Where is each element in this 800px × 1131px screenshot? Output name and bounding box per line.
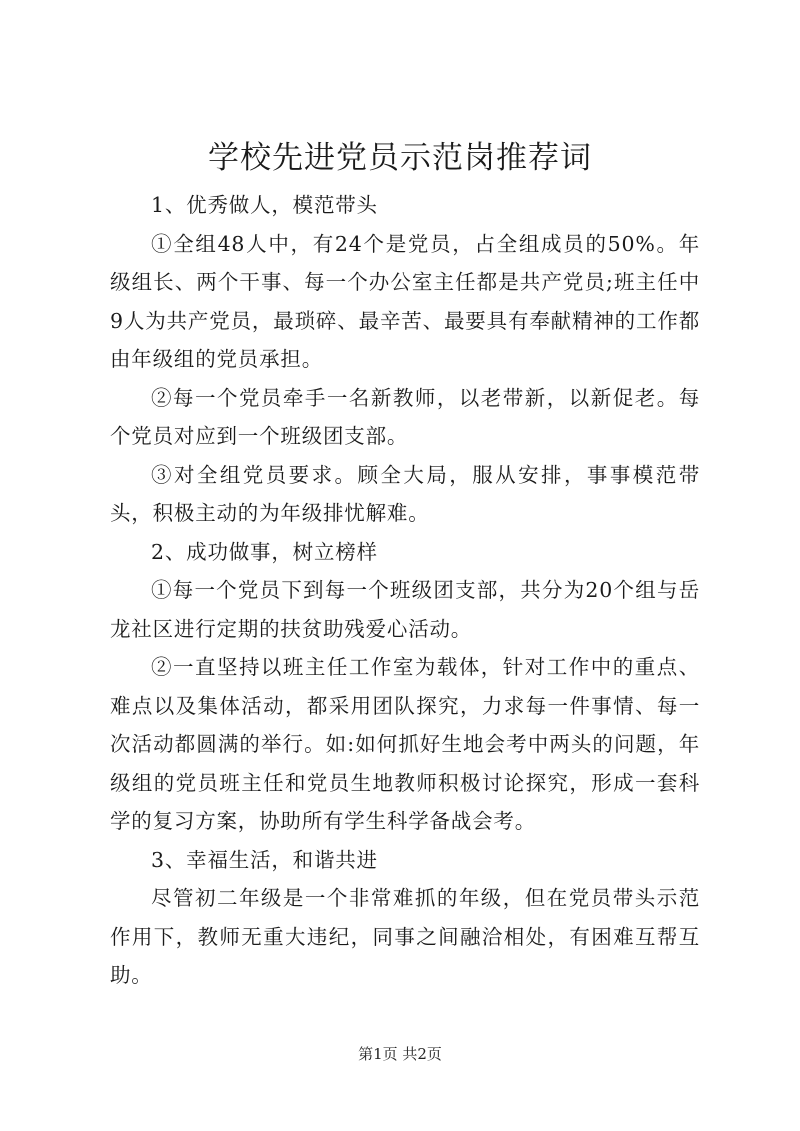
paragraph: ②一直坚持以班主任工作室为载体，针对工作中的重点、难点以及集体活动，都采用团队探究，力求每一件事情、每一次活动都圆满的举行。如:如何抓好生地会考中两头的问题，年级组的党员班主任和党员生地教师积极讨论探究，形成一套科学的复习方案，协助所有学生科学备战会考。 (110, 655, 700, 833)
paragraph: ①全组48人中，有24个是党员，占全组成员的50%。年级组长、两个干事、每一个办公室主任都是共产党员;班主任中9人为共产党员，最琐碎、最辛苦、最要具有奉献精神的工作都由年级组的党员承担。 (110, 231, 700, 371)
document-body (110, 186, 700, 995)
document-title: 学校先进党员示范岗推荐词 (208, 140, 592, 176)
section-heading-1: 1、优秀做人，模范带头 (151, 193, 378, 217)
section-heading-3: 3、幸福生活，和谐共进 (151, 847, 378, 872)
paragraph: ②每一个党员牵手一名新教师，以老带新，以新促老。每个党员对应到一个班级团支部。 (110, 385, 700, 448)
section-heading-2: 2、成功做事，树立榜样 (151, 539, 378, 564)
page-footer: 第1页 共2页 (358, 1045, 442, 1063)
paragraph: ①每一个党员下到每一个班级团支部，共分为20个组与岳龙社区进行定期的扶贫助残爱心活动。 (110, 578, 700, 641)
paragraph: ③对全组党员要求。顾全大局，服从安排，事事模范带头，积极主动的为年级排忧解难。 (110, 462, 700, 525)
paragraph: 尽管初二年级是一个非常难抓的年级，但在党员带头示范作用下，教师无重大违纪，同事之间融洽相处，有困难互帮互助。 (110, 886, 700, 987)
